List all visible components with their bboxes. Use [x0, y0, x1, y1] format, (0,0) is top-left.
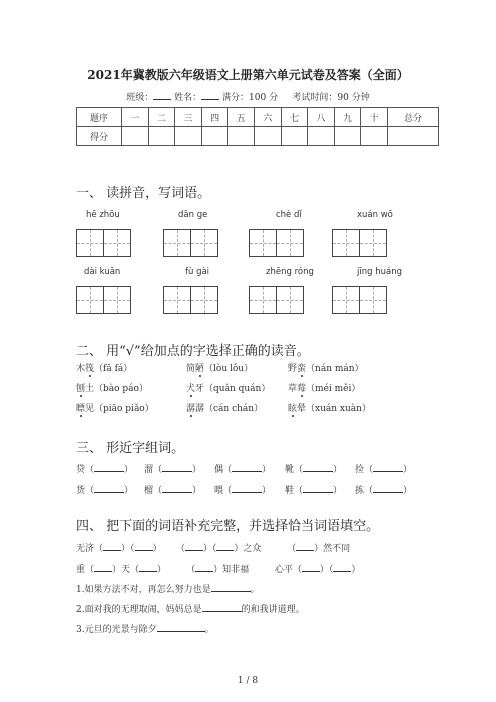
answer-blank[interactable] [135, 542, 153, 551]
writing-grid-box[interactable] [190, 286, 218, 314]
question-line [76, 602, 305, 615]
character: 鞋 [285, 486, 295, 496]
question-text: 1.如果方法不对，再怎么努力也是 [76, 585, 211, 595]
section-2-heading: 二、 用“√”给加点的字选择正确的读音。 [76, 344, 310, 359]
score-cell[interactable] [361, 127, 388, 146]
character: 拣 [355, 486, 365, 496]
table-header-cell: 九 [334, 108, 361, 127]
dotted-char: 莓 [297, 384, 307, 394]
dotted-char: 眩 [288, 404, 298, 414]
idiom-fill-line [76, 541, 350, 554]
dotted-char: 陋 [195, 364, 205, 374]
score-cell[interactable] [281, 127, 308, 146]
answer-blank[interactable] [303, 484, 333, 493]
pinyin-label: dài kuǎn [84, 267, 121, 277]
table-header-cell: 八 [308, 108, 335, 127]
answer-blank[interactable] [303, 463, 333, 472]
row-label-cell: 得分 [77, 127, 122, 146]
idiom-text: （ [175, 544, 185, 554]
answer-blank[interactable] [94, 463, 124, 472]
question-line [76, 582, 260, 595]
pronunciation-item[interactable] [288, 401, 371, 414]
writing-grid-box[interactable] [103, 229, 131, 257]
table-header-cell: 五 [228, 108, 255, 127]
idiom-text: ）之众 [234, 544, 262, 554]
idiom-text: 重（ [76, 565, 95, 575]
writing-grid-box[interactable] [276, 229, 304, 257]
writing-grid-box[interactable] [332, 286, 360, 314]
class-blank[interactable] [153, 91, 171, 100]
answer-blank[interactable] [232, 484, 262, 493]
idiom-text: （ [287, 544, 297, 554]
name-label: 姓名： [174, 93, 202, 103]
item-options: （lòu lǒu） [204, 364, 254, 374]
writing-grid-box[interactable] [163, 286, 191, 314]
idiom-text: ）（ [121, 544, 135, 554]
word-item[interactable]: 贷（ ） [76, 465, 134, 475]
item-text: 草 [288, 384, 298, 394]
answer-blank[interactable] [185, 542, 203, 551]
table-header-cell: 二 [148, 108, 175, 127]
answer-blank[interactable] [94, 484, 124, 493]
table-header-cell: 三 [175, 108, 202, 127]
answer-blank[interactable] [211, 583, 251, 592]
name-blank[interactable] [201, 91, 219, 100]
question-line [76, 622, 214, 635]
writing-grid-box[interactable] [359, 229, 387, 257]
item-options: 晕（xuán xuàn） [297, 404, 371, 414]
pronunciation-item[interactable] [288, 381, 360, 394]
score-table [76, 107, 439, 146]
dotted-char: 潺 [186, 404, 196, 414]
dotted-char: 蛮 [297, 364, 307, 374]
dotted-char: 筏 [85, 364, 95, 374]
character: 偶 [214, 465, 224, 475]
writing-grid-box[interactable] [190, 229, 218, 257]
answer-blank[interactable] [103, 542, 121, 551]
page-number: 1 / 8 [237, 676, 259, 686]
pinyin-label: xuán wō [357, 210, 393, 220]
table-header-cell: 一 [122, 108, 149, 127]
score-cell[interactable] [148, 127, 175, 146]
score-cell[interactable] [308, 127, 335, 146]
item-options: （nán mán） [306, 364, 364, 374]
dotted-char: 犬 [186, 384, 196, 394]
word-item[interactable]: 鞋（ ） [285, 486, 343, 496]
exam-info-line [0, 90, 496, 103]
character: 溜 [144, 465, 154, 475]
pronunciation-item[interactable] [186, 381, 270, 394]
pronunciation-item[interactable] [288, 361, 364, 374]
item-text: 简 [186, 364, 196, 374]
pronunciation-item[interactable] [76, 381, 148, 394]
score-cell[interactable] [334, 127, 361, 146]
pinyin-label: dān ge [178, 210, 208, 220]
section-3-heading: 三、 形近字组词。 [76, 441, 185, 456]
table-header-cell: 六 [254, 108, 281, 127]
item-options: 土（bào páo） [85, 384, 148, 394]
word-item[interactable]: 喂（ ） [214, 486, 272, 496]
idiom-fill-line [76, 562, 360, 575]
answer-blank[interactable] [162, 484, 192, 493]
score-cell[interactable] [122, 127, 149, 146]
writing-grid-box[interactable] [76, 229, 104, 257]
writing-grid-box[interactable] [103, 286, 131, 314]
question-text: 3.元旦的光景与除夕 [76, 625, 157, 635]
idiom-text: 心平（ [274, 565, 302, 575]
punctuation: 。 [204, 625, 214, 635]
character: 货 [76, 486, 86, 496]
character: 贷 [76, 465, 86, 475]
character: 喂 [214, 486, 224, 496]
idiom-text: ）知非福 [213, 565, 250, 575]
item-text: 野 [288, 364, 298, 374]
character: 靴 [285, 465, 295, 475]
answer-blank[interactable] [139, 563, 157, 572]
word-item[interactable]: 靴（ ） [285, 465, 343, 475]
pinyin-label: zhēng róng [266, 267, 314, 277]
writing-grid-box[interactable] [276, 286, 304, 314]
answer-blank[interactable] [296, 542, 314, 551]
pinyin-label: chè dǐ [276, 210, 302, 220]
question-text: 的和我讲道理。 [241, 605, 305, 615]
item-text: 木 [76, 364, 86, 374]
table-header-cell: 十 [361, 108, 388, 127]
word-item[interactable]: 溜（ ） [144, 465, 202, 475]
item-options: 牙（quǎn quán） [195, 384, 271, 394]
dotted-char: 刨 [76, 384, 86, 394]
answer-blank[interactable] [373, 484, 403, 493]
pinyin-label: jīng huáng [357, 267, 402, 277]
pronunciation-item[interactable] [186, 401, 263, 414]
idiom-text: ）天（ [112, 565, 140, 575]
score-cell[interactable] [388, 127, 439, 146]
word-item[interactable]: 捡（ ） [355, 465, 413, 475]
score-table-row [77, 127, 439, 146]
answer-blank[interactable] [232, 463, 262, 472]
answer-blank[interactable] [333, 563, 351, 572]
punctuation: 。 [250, 585, 260, 595]
idiom-text: ） [152, 544, 162, 554]
writing-grid-box[interactable] [249, 286, 277, 314]
section-4-heading: 四、 把下面的词语补充完整，并选择恰当词语填空。 [76, 519, 380, 534]
score-cell[interactable] [228, 127, 255, 146]
writing-grid-box[interactable] [359, 286, 387, 314]
item-options: 潺（cán chán） [195, 404, 264, 414]
word-item[interactable]: 榴（ ） [144, 486, 202, 496]
table-header-cell: 题序 [77, 108, 122, 127]
table-header-cell: 总分 [388, 108, 439, 127]
answer-blank[interactable] [216, 542, 234, 551]
pronunciation-item[interactable] [186, 361, 253, 374]
dotted-char: 瞟 [76, 404, 86, 414]
pronunciation-item[interactable] [76, 401, 154, 414]
word-item[interactable]: 拣（ ） [355, 486, 413, 496]
idiom-text: ）（ [202, 544, 217, 554]
word-item[interactable]: 偶（ ） [214, 465, 272, 475]
score-cell[interactable] [175, 127, 202, 146]
writing-grid-box[interactable] [163, 229, 191, 257]
pronunciation-item[interactable] [76, 361, 132, 374]
answer-blank[interactable] [373, 463, 403, 472]
score-table-header-row [77, 108, 439, 127]
section-1-heading: 一、 读拼音，写词语。 [76, 186, 211, 201]
character: 捡 [355, 465, 365, 475]
idiom-text: 无济（ [76, 544, 104, 554]
pinyin-label: hē zhōu [86, 210, 120, 220]
page-title: 2021年冀教版六年级语文上册第六单元试卷及答案（全面） [87, 68, 409, 82]
item-options: （fā fá） [94, 364, 133, 374]
writing-grid-box[interactable] [332, 229, 360, 257]
idiom-text: ） [157, 565, 167, 575]
writing-grid-box[interactable] [249, 229, 277, 257]
word-item[interactable]: 货（ ） [76, 486, 134, 496]
idiom-text: ） [351, 565, 361, 575]
item-options: （méi měi） [306, 384, 361, 394]
item-options: 见（piāo piǎo） [85, 404, 154, 414]
idiom-text: ）（ [319, 565, 334, 575]
exam-time-label: 考试时间：90 分钟 [292, 93, 370, 103]
question-text: 2.面对我的无理取闹，妈妈总是 [76, 605, 202, 615]
table-header-cell: 四 [201, 108, 228, 127]
answer-blank[interactable] [157, 623, 205, 632]
writing-grid-box[interactable] [76, 286, 104, 314]
answer-blank[interactable] [202, 603, 242, 612]
answer-blank[interactable] [94, 563, 112, 572]
answer-blank[interactable] [162, 463, 192, 472]
idiom-text: （ [186, 565, 196, 575]
score-cell[interactable] [201, 127, 228, 146]
character: 榴 [144, 486, 154, 496]
idiom-text: ）然不同 [314, 544, 351, 554]
pinyin-label: fù gài [185, 267, 210, 277]
score-cell[interactable] [254, 127, 281, 146]
answer-blank[interactable] [302, 563, 320, 572]
table-header-cell: 七 [281, 108, 308, 127]
answer-blank[interactable] [195, 563, 213, 572]
total-score-label: 满分：100 分 [222, 93, 279, 103]
class-label: 班级： [126, 93, 154, 103]
